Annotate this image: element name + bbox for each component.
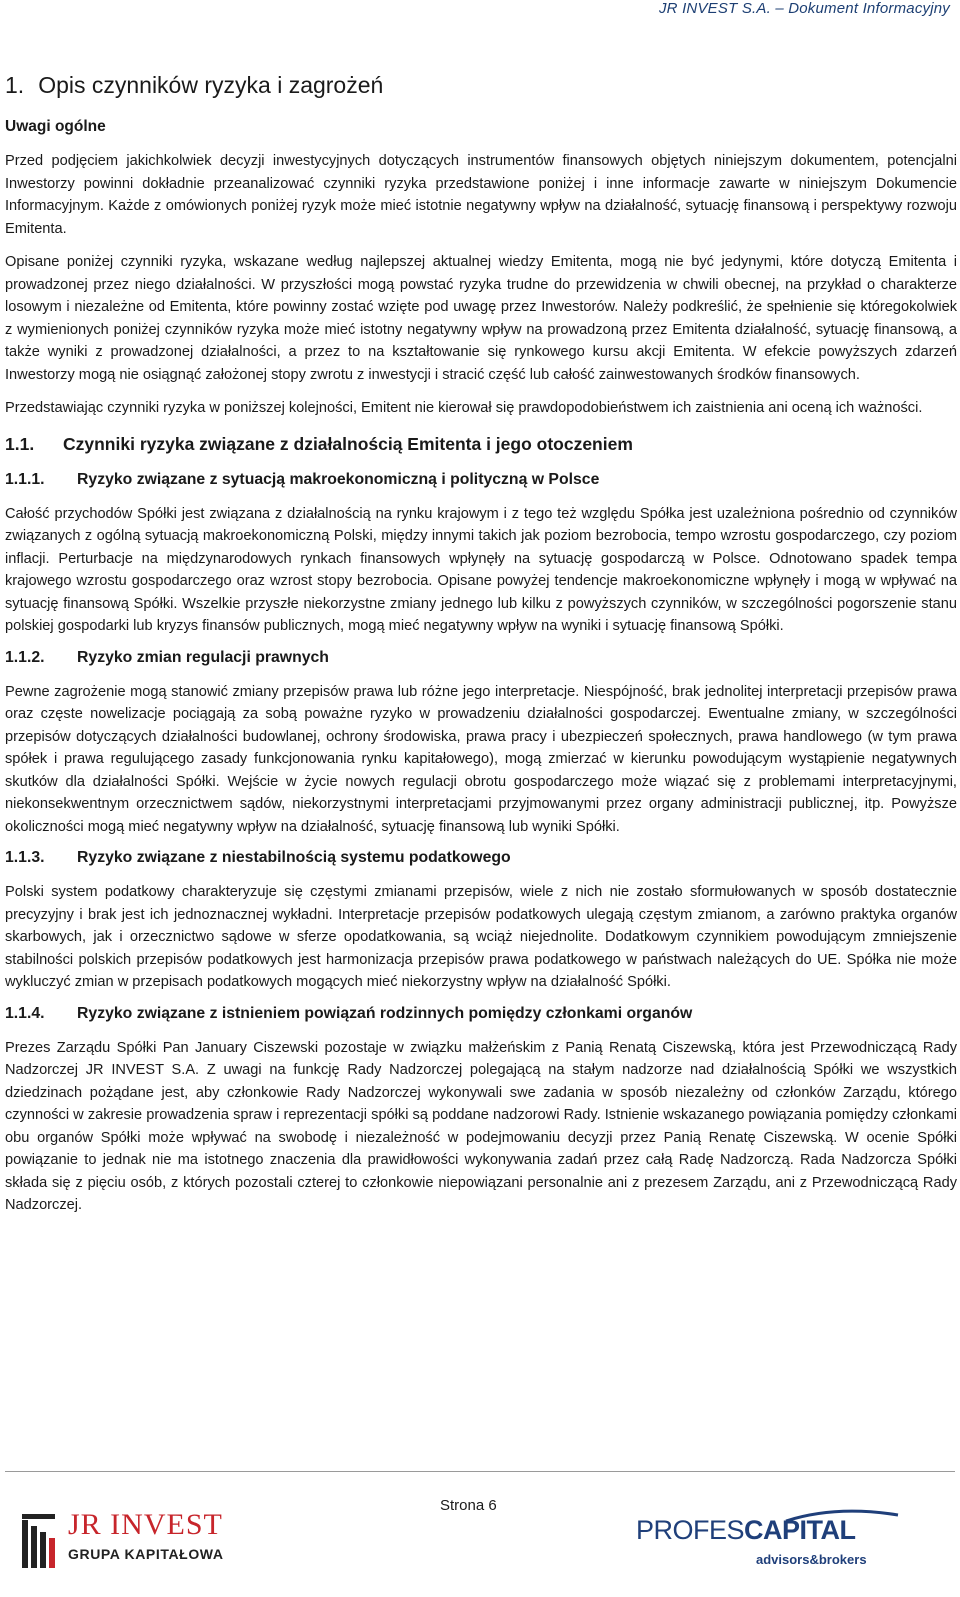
risk-title: Ryzyko związane z niestabilnością systemu podatkowego bbox=[77, 849, 511, 866]
risk-number: 1.1.2. bbox=[5, 648, 45, 666]
general-remarks-heading: Uwagi ogólne bbox=[5, 118, 106, 135]
risk-title: Ryzyko związane z sytuacją makroekonomiczną i polityczną w Polsce bbox=[77, 470, 600, 488]
footer-divider bbox=[5, 1471, 955, 1472]
page-number: Strona 6 bbox=[440, 1497, 497, 1514]
subsection-number: 1.1. bbox=[5, 433, 35, 454]
risk-title: Ryzyko związane z istnieniem powiązań rodzinnych pomiędzy członkami organów bbox=[77, 1004, 693, 1022]
risk-paragraph: Pewne zagrożenie mogą stanowić zmiany przepisów prawa lub różne jego interpretacje. Niespójność, brak jednolitej interpretacji przepisów prawa oraz częste nowelizacje pociągają za sobą poważne ryzyko w prowadzeniu działalności gospodarczej. Ewentualne zmiany, w szczególności przepisów dotyczących działalności budowlanej, ochrony środowiska, prawa pracy i ubezpieczeń społecznych, prawa handlowego (w tym prawa spółek i prawa regulującego zasady funkcjonowania rynku kapitałowego), mogą zmierzać w kierunku powodującym wystąpienie negatywnych skutków dla działalności Spółki. Wejście w życie nowych regulacji obrotu gospodarczego może wiązać się z problemami interpretacyjnymi, niekonsekwentnym orzecznictwem sądów, niekorzystnymi interpretacjami przyjmowanymi przez organy administracji publicznej, itp. Powyższe okoliczności mogą mieć negatywny wpływ na działalność, sytuację finansową lub wyniki Spółki. bbox=[5, 683, 957, 835]
jr-invest-logo bbox=[22, 1510, 242, 1582]
intro-paragraph: Przed podjęciem jakichkolwiek decyzji inwestycyjnych dotyczących instrumentów finansowych objętych niniejszym dokumentem, potencjalni Inwestorzy powinni dokładnie przeanalizować czynniki ryzyka przedstawione poniżej i inne informacje zawarte w niniejszym Dokumencie Informacyjnym. Każde z omówionych poniżej ryzyk może mieć istotnie negatywny wpływ na działalność, sytuację finansową i perspektywy rozwoju Emitenta. bbox=[5, 153, 957, 237]
subsection-heading bbox=[5, 434, 957, 455]
risk-number: 1.1.4. bbox=[5, 1004, 45, 1022]
jr-invest-mark-icon bbox=[22, 1514, 62, 1570]
profescapital-arc-icon bbox=[636, 1505, 936, 1525]
risk-heading bbox=[5, 471, 957, 489]
risk-number: 1.1.1. bbox=[5, 470, 45, 488]
section-number: 1. bbox=[5, 72, 25, 98]
subsection-title: Czynniki ryzyka związane z działalnością Emitenta i jego otoczeniem bbox=[63, 433, 633, 454]
risk-paragraph: Całość przychodów Spółki jest związana z działalnością na rynku krajowym i z tego też względu Spółka jest uzależniona pośrednio od czynników związanych z ogólną sytuacją makroekonomiczną Polski, między innymi takich jak poziom bezrobocia, tempo wzrostu gospodarczego, czy poziom inflacji. Perturbacje na międzynarodowych rynkach finansowych wpłynęły na sytuację gospodarczą w Polsce. Odnotowano spadek tempa krajowego wzrostu gospodarczego oraz wzrost stopy bezrobocia. Opisane powyżej tendencje makroekonomiczne wpłynęły i mogą w wpływać na sytuację finansową Spółki. Wszelkie przyszłe niekorzystne zmiany jednego lub kilku z powyższych czynników, w szczególności pogorszenie stanu polskiej gospodarki lub kryzys finansów publicznych, mogą mieć negatywny wpływ na wyniki i sytuację finansową Spółki. bbox=[5, 505, 957, 634]
risk-paragraph: Prezes Zarządu Spółki Pan January Ciszewski pozostaje w związku małżeńskim z Panią Renatą Ciszewską, która jest Przewodniczącą Rady Nadzorczej JR INVEST S.A. Z uwagi na funkcję Rady Nadzorczej polegającą na stałym nadzorze nad działalnością Spółki we wszystkich dziedzinach pożądane jest, aby członkowie Rady Nadzorczej wykonywali swe zadania w sposób niezależny od członków Zarządu, którego czynności w zakresie prowadzenia spraw i reprezentacji spółki są poddane nadzorowi Rady. Istnienie wskazanego powiązania pomiędzy członkami obu organów Spółki może wpływać na swobodę i niezależność w podejmowaniu decyzji przez Panią Renatę Ciszewską. W ocenie Spółki powiązanie to jednak nie ma istotnego znaczenia dla prawidłowości wykonywania zadań przez całą Radę Nadzorczą. Rada Nadzorcza Spółki składa się z pięciu osób, z których pozostali czterej to członkowie niepowiązani personalnie ani z prezesem Zarządu, ani z Przewodniczącą Rady Nadzorczej. bbox=[5, 1039, 957, 1213]
risk-number: 1.1.3. bbox=[5, 849, 45, 866]
profescapital-logo bbox=[636, 1505, 936, 1585]
jr-invest-logo-tagline: GRUPA KAPITAŁOWA bbox=[68, 1546, 224, 1562]
risk-paragraph: Polski system podatkowy charakteryzuje się częstymi zmianami przepisów, wiele z nich nie zostało sformułowanych w sposób dostatecznie precyzyjny i brak jest ich jednoznacznej wykładni. Interpretacje przepisów podatkowych ulegają częstym zmianom, a zarówno praktyka organów skarbowych, jak i orzecznictwo sądowe w sferze opodatkowania, są wciąż niejednolite. Dodatkowym czynnikiem powodującym zmniejszenie stabilności polskich przepisów podatkowych jest harmonizacja przepisów prawa podatkowego w państwach należących do UE. Spółka nie może wykluczyć zmian w przepisach podatkowych mogących mieć niekorzystny wpływ na działalność Spółki. bbox=[5, 884, 957, 990]
risk-heading bbox=[5, 649, 957, 667]
intro-paragraph: Przedstawiając czynniki ryzyka w poniższej kolejności, Emitent nie kierował się prawdopodobieństwem ich zaistnienia ani oceną ich ważności. bbox=[5, 400, 923, 416]
profescapital-logo-name: PROFESCAPITAL bbox=[636, 1515, 856, 1545]
risk-heading bbox=[5, 1005, 957, 1023]
running-header: JR INVEST S.A. – Dokument Informacyjny bbox=[658, 0, 950, 17]
document-body bbox=[5, 150, 957, 1228]
section-heading bbox=[5, 72, 383, 99]
intro-paragraph: Opisane poniżej czynniki ryzyka, wskazane według najlepszej aktualnej wiedzy Emitenta, mogą nie być jedynymi, które dotyczą Emitenta i prowadzonej przez niego działalności. W przyszłości mogą powstać ryzyka trudne do przewidzenia w chwili obecnej, na przykład o charakterze losowym i niezależne od Emitenta, które powinny zostać wzięte pod uwagę przez Inwestorów. Należy podkreślić, że spełnienie się któregokolwiek z wymienionych poniżej czynników ryzyka może mieć istotny negatywny wpływ na prowadzoną przez Emitenta działalność, sytuację finansową, a także wyniki z prowadzonej działalności, a przez to na kształtowanie się rynkowego kursu akcji Emitenta. W efekcie powyższych zdarzeń Inwestorzy mogą nie osiągnąć założonej stopy zwrotu z inwestycji i stracić część lub całość zainwestowanych środków finansowych. bbox=[5, 254, 957, 383]
profescapital-logo-tagline: advisors&brokers bbox=[756, 1552, 867, 1567]
section-title: Opis czynników ryzyka i zagrożeń bbox=[38, 72, 384, 98]
risk-title: Ryzyko zmian regulacji prawnych bbox=[77, 648, 329, 666]
risk-heading bbox=[5, 849, 957, 867]
jr-invest-logo-name: JR INVEST bbox=[68, 1508, 223, 1541]
